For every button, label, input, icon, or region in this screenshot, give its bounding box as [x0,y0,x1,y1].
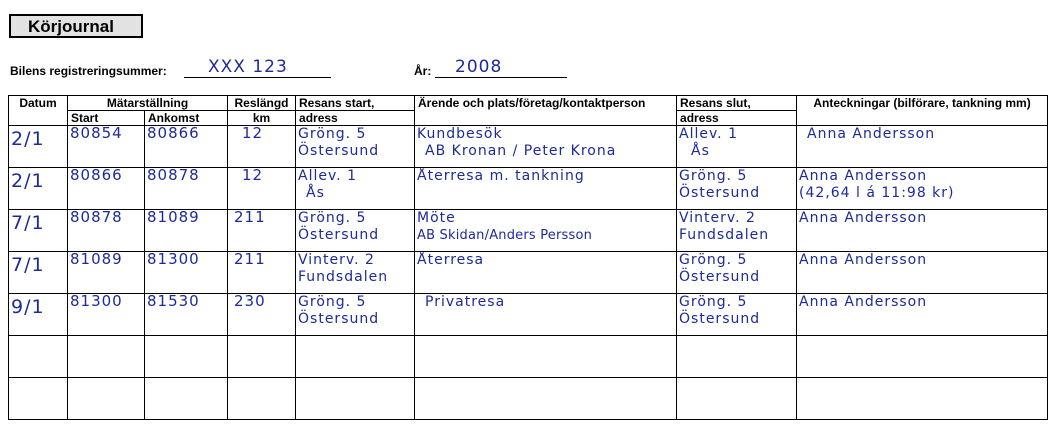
errand-cell[interactable] [415,126,677,168]
ankomst-cell[interactable] [145,294,228,336]
year-label: År: [414,64,432,78]
end-address-cell[interactable] [677,210,797,252]
errand-cell[interactable] [415,252,677,294]
empty-cell[interactable] [68,336,145,378]
ankomst-cell[interactable] [145,210,228,252]
handwritten-entry: AB Skidan/Anders Persson [417,228,593,243]
end-address-cell[interactable] [677,126,797,168]
start-cell[interactable] [68,168,145,210]
handwritten-entry: 80878 [147,167,200,184]
handwritten-entry: Vinterv. 2 [679,210,756,226]
km-cell[interactable] [228,294,296,336]
handwritten-entry: Privatresa [425,294,506,310]
empty-cell[interactable] [797,378,1048,420]
col-header-reslangd: Reslängd [228,96,296,111]
handwritten-entry: 80866 [70,167,123,184]
ankomst-cell[interactable] [145,126,228,168]
handwritten-entry: Allev. 1 [298,168,357,184]
km-cell[interactable] [228,168,296,210]
reg-number-field[interactable] [184,55,331,78]
end-address-cell[interactable] [677,252,797,294]
handwritten-entry: Vinterv. 2 [298,252,375,268]
handwritten-entry: Anna Andersson [799,294,928,310]
reg-number-value: XXX 123 [208,57,288,77]
handwritten-entry: Allev. 1 [679,126,738,142]
handwritten-entry: 2/1 [11,170,45,192]
col-header-resans-start: Resans start, [296,96,415,111]
handwritten-entry: 81530 [147,293,200,310]
handwritten-entry: 2/1 [11,128,45,150]
col-header-ankomst: Ankomst [145,111,228,126]
notes-cell[interactable] [797,126,1048,168]
handwritten-entry: Anna Andersson [807,126,936,142]
start-cell[interactable] [68,210,145,252]
empty-cell[interactable] [797,336,1048,378]
empty-cell[interactable] [415,336,677,378]
start-address-cell[interactable] [296,126,415,168]
start-cell[interactable] [68,126,145,168]
table-row [9,168,1048,210]
reg-number-label: Bilens registreringsummer: [10,64,167,78]
errand-cell[interactable] [415,210,677,252]
handwritten-entry: Östersund [298,311,380,327]
handwritten-entry: Kundbesök [417,126,503,142]
handwritten-entry: 81300 [147,251,200,268]
col-header-anteckningar: Anteckningar (bilförare, tankning mm) [797,96,1048,126]
handwritten-entry: Gröng. 5 [298,126,367,142]
handwritten-entry: Östersund [679,311,761,327]
col-header-resans-slut: Resans slut, [677,96,797,111]
date-cell[interactable] [9,294,68,336]
empty-cell[interactable] [145,336,228,378]
start-cell[interactable] [68,294,145,336]
handwritten-entry: 9/1 [11,296,45,318]
handwritten-entry: Återresa [417,252,485,268]
km-cell[interactable] [228,210,296,252]
handwritten-entry: 81089 [147,209,200,226]
handwritten-entry: 7/1 [11,212,45,234]
handwritten-entry: 80878 [70,209,123,226]
errand-cell[interactable] [415,168,677,210]
table-row [9,126,1048,168]
handwritten-entry: Anna Andersson [799,210,928,226]
empty-cell[interactable] [677,336,797,378]
handwritten-entry: 81300 [70,293,123,310]
start-address-cell[interactable] [296,210,415,252]
date-cell[interactable] [9,210,68,252]
col-header-matarstallning: Mätarställning [68,96,228,111]
handwritten-entry: 80866 [147,125,200,142]
handwritten-entry: 12 [242,125,264,142]
handwritten-entry: Östersund [679,185,761,201]
handwritten-entry: Gröng. 5 [679,294,748,310]
start-cell[interactable] [68,252,145,294]
start-address-cell[interactable] [296,294,415,336]
handwritten-entry: Gröng. 5 [298,210,367,226]
end-address-cell[interactable] [677,294,797,336]
handwritten-entry: 230 [234,293,266,310]
empty-table-row [9,336,1048,378]
col-header-km: km [228,111,296,126]
empty-cell[interactable] [9,378,68,420]
table-row [9,252,1048,294]
ankomst-cell[interactable] [145,252,228,294]
errand-cell[interactable] [415,294,677,336]
empty-cell[interactable] [677,378,797,420]
handwritten-entry: Ås [691,143,710,159]
handwritten-entry: (42,64 l á 11:98 kr) [799,185,955,201]
start-address-cell[interactable] [296,168,415,210]
start-address-cell[interactable] [296,252,415,294]
col-header-resans-start-adress: adress [296,111,415,126]
km-cell[interactable] [228,126,296,168]
handwritten-entry: 211 [234,251,266,268]
table-row [9,294,1048,336]
date-cell[interactable] [9,252,68,294]
handwritten-entry: 211 [234,209,266,226]
handwritten-entry: Östersund [298,227,380,243]
notes-cell[interactable] [797,168,1048,210]
handwritten-entry: 80854 [70,125,123,142]
handwritten-entry: Gröng. 5 [679,252,748,268]
year-value: 2008 [455,57,503,77]
empty-cell[interactable] [296,336,415,378]
empty-cell[interactable] [228,378,296,420]
handwritten-entry: Östersund [679,269,761,285]
handwritten-entry: AB Kronan / Peter Krona [425,143,617,159]
col-header-arende: Ärende och plats/företag/kontaktperson [415,96,677,126]
empty-cell[interactable] [296,378,415,420]
date-cell[interactable] [9,168,68,210]
table-row [9,210,1048,252]
empty-cell[interactable] [415,378,677,420]
notes-cell[interactable] [797,294,1048,336]
handwritten-entry: 7/1 [11,254,45,276]
notes-cell[interactable] [797,210,1048,252]
date-cell[interactable] [9,126,68,168]
handwritten-entry: Östersund [298,143,380,159]
handwritten-entry: Återresa m. tankning [417,168,585,184]
handwritten-entry: Fundsdalen [298,269,389,285]
handwritten-entry: Möte [417,210,456,226]
empty-cell[interactable] [9,336,68,378]
handwritten-entry: Anna Andersson [799,168,928,184]
ankomst-cell[interactable] [145,168,228,210]
year-field[interactable] [435,55,567,78]
empty-cell[interactable] [145,378,228,420]
empty-cell[interactable] [68,378,145,420]
col-header-resans-slut-adress: adress [677,111,797,126]
empty-cell[interactable] [228,336,296,378]
km-cell[interactable] [228,252,296,294]
handwritten-entry: Gröng. 5 [679,168,748,184]
handwritten-entry: 12 [242,167,264,184]
col-header-datum: Datum [9,96,68,126]
handwritten-entry: Anna Andersson [799,252,928,268]
handwritten-entry: 81089 [70,251,123,268]
handwritten-entry: Ås [306,185,325,201]
empty-table-row [9,378,1048,420]
handwritten-entry: Gröng. 5 [298,294,367,310]
handwritten-entry: Fundsdalen [679,227,770,243]
drive-log-table [8,95,1048,420]
notes-cell[interactable] [797,252,1048,294]
page-title: Körjournal [9,14,143,38]
end-address-cell[interactable] [677,168,797,210]
col-header-start: Start [68,111,145,126]
